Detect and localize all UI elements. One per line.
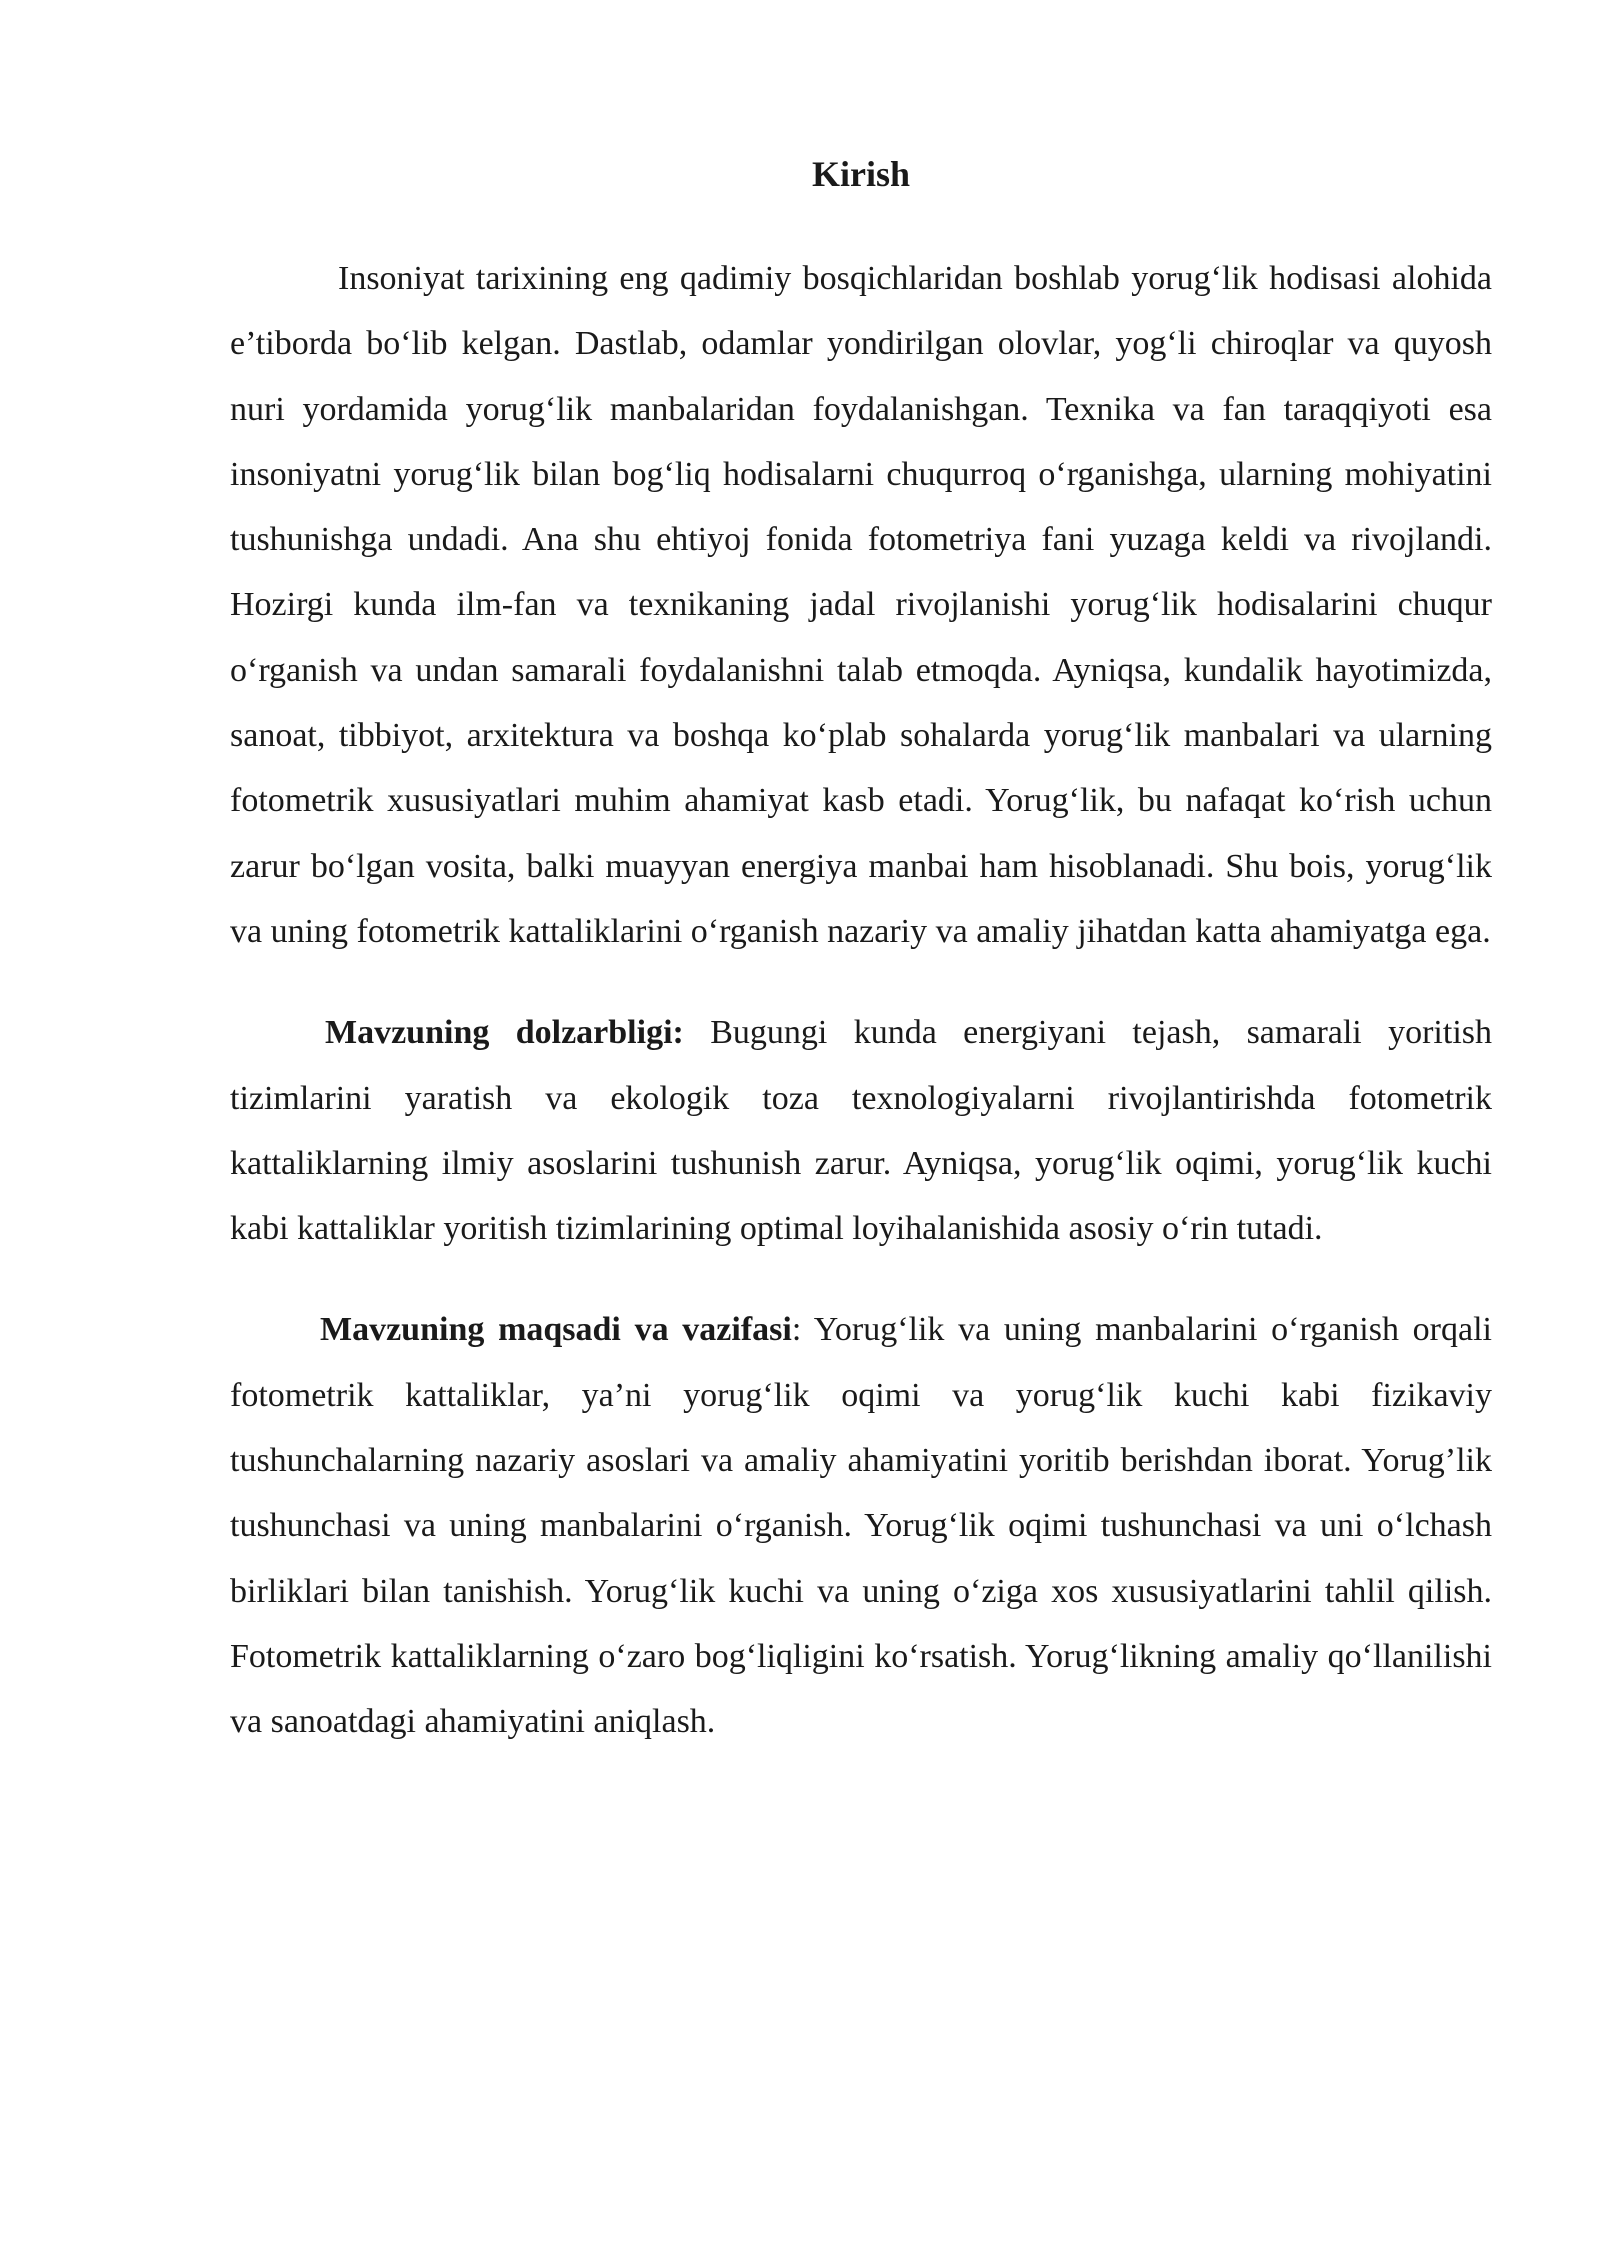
relevance-text: Bugungi kunda energiyani tejash, samarali yoritish tizimlarini yaratish va ekologik toza texnologiyalarni rivojlantirishda fotometrik kattaliklarning ilmiy asoslarini tushunish zarur. Ayniqsa, yorug‘lik oqimi, yorug‘lik kuchi kabi kattaliklar yoritish tizimlarining optimal loyihalanishida asosiy o‘rin tutadi. bbox=[230, 1014, 1493, 1248]
goal-heading: Mavzuning maqsadi va vazifasi bbox=[320, 1311, 792, 1349]
goal-paragraph bbox=[230, 1297, 1492, 1754]
relevance-heading: Mavzuning dolzarbligi: bbox=[325, 1014, 684, 1052]
relevance-paragraph bbox=[230, 1000, 1492, 1261]
page-title: Kirish bbox=[811, 154, 910, 194]
document-page bbox=[230, 150, 1492, 1755]
intro-paragraph: Insoniyat tarixining eng qadimiy bosqichlaridan boshlab yorug‘lik hodisasi alohida e’tiborda bo‘lib kelgan. Dastlab, odamlar yondirilgan olovlar, yog‘li chiroqlar va quyosh nuri yordamida yorug‘lik manbalaridan foydalanishgan. Texnika va fan taraqqiyoti esa insoniyatni yorug‘lik bilan bog‘liq hodisalarni chuqurroq o‘rganishga, ularning mohiyatini tushunishga undadi. Ana shu ehtiyoj fonida fotometriya fani yuzaga keldi va rivojlandi. Hozirgi kunda ilm-fan va texnikaning jadal rivojlanishi yorug‘lik hodisalarini chuqur o‘rganish va undan samarali foydalanishni talab etmoqda. Ayniqsa, kundalik hayotimizda, sanoat, tibbiyot, arxitektura va boshqa ko‘plab sohalarda yorug‘lik manbalari va ularning fotometrik xususiyatlari muhim ahamiyat kasb etadi. Yorug‘lik, bu nafaqat ko‘rish uchun zarur bo‘lgan vosita, balki muayyan energiya manbai ham hisoblanadi. Shu bois, yorug‘lik va uning fotometrik kattaliklarini o‘rganish nazariy va amaliy jihatdan katta ahamiyatga ega. bbox=[230, 260, 1492, 950]
goal-text: : Yorug‘lik va uning manbalarini o‘rganish orqali fotometrik kattaliklar, ya’ni yorug‘lik oqimi va yorug‘lik kuchi kabi fizikaviy tushunchalarning nazariy asoslari va amaliy ahamiyatini yoritib berishdan iborat. Yorug’lik tushunchasi va uning manbalarini o‘rganish. Yorug‘lik oqimi tushunchasi va uni o‘lchash birliklari bilan tanishish. Yorug‘lik kuchi va uning o‘ziga xos xususiyatlarini tahlil qilish. Fotometrik kattaliklarning o‘zaro bog‘liqligini ko‘rsatish. Yorug‘likning amaliy qo‘llanilishi va sanoatdagi ahamiyatini aniqlash. bbox=[230, 1311, 1492, 1741]
